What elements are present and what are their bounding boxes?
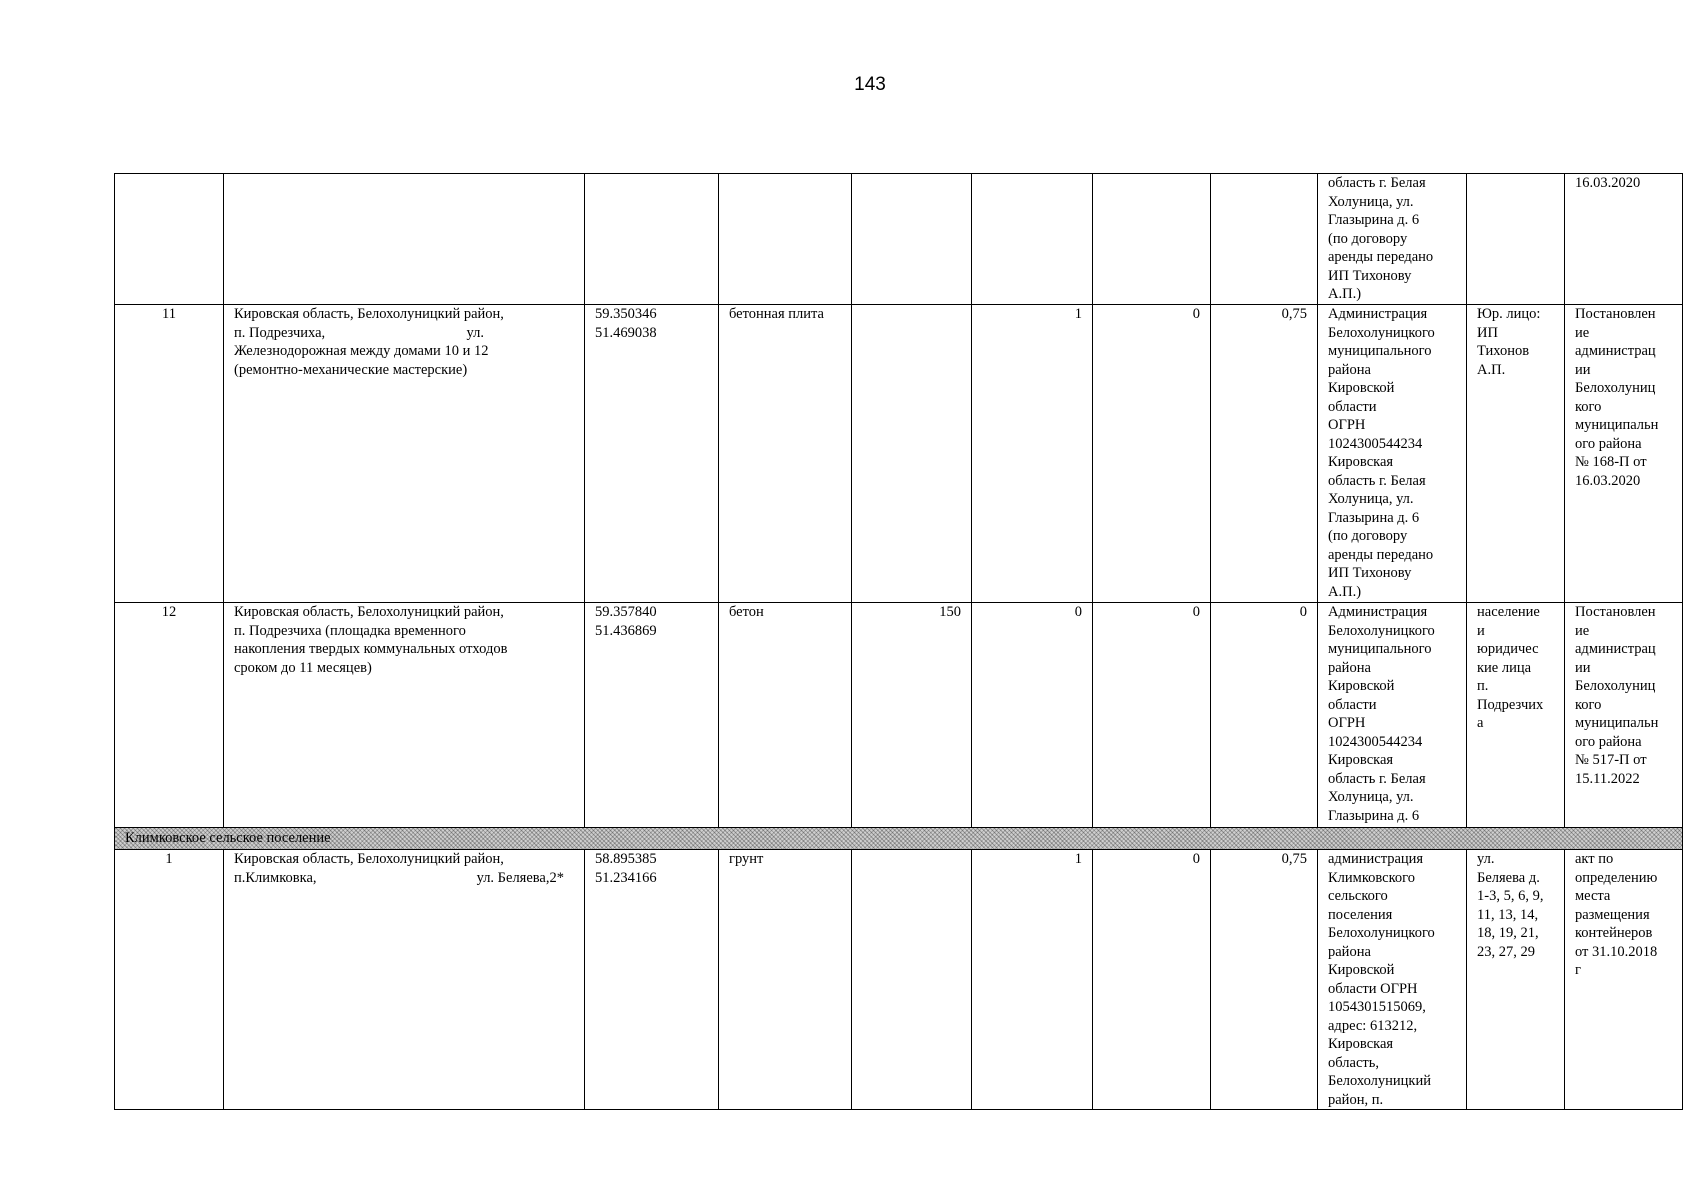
cell-owner: Администрация Белохолуницкого муниципального района Кировской области ОГРН 1024300544234 Кировская область г. Белая Холуница, ул. Глазырина д. 6 (по договору аренды передано ИП Тихонову А.П.) (1318, 305, 1467, 603)
cell-document: Постановлен ие администрац ии Белохолуниц кого муниципальн ого района № 517-П от 15.11.2022 (1565, 603, 1683, 828)
cell-surface: грунт (719, 850, 852, 1110)
cell-number: 11 (115, 305, 224, 603)
cell-address: Кировская область, Белохолуницкий район, п. Подрезчиха (площадка временного накопления твердых коммунальных отходов сроком до 11 месяцев) (224, 603, 585, 828)
cell-owner: область г. Белая Холуница, ул. Глазырина д. 6 (по договору аренды передано ИП Тихонову А.П.) (1318, 174, 1467, 305)
cell-volume: 0 (1211, 603, 1318, 828)
cell-waste-sources: ул. Беляева д. 1-3, 5, 6, 9, 11, 13, 14, 18, 19, 21, 23, 27, 29 (1467, 850, 1565, 1110)
cell-area: 150 (852, 603, 972, 828)
cell-volume (1211, 174, 1318, 305)
cell-document: акт по определению места размещения контейнеров от 31.10.2018 г (1565, 850, 1683, 1110)
table-row (115, 850, 1683, 1110)
cell-area (852, 850, 972, 1110)
cell-coordinates: 58.895385 51.234166 (585, 850, 719, 1110)
table-row (115, 305, 1683, 603)
cell-count-1: 1 (972, 850, 1093, 1110)
cell-count-2 (1093, 174, 1211, 305)
page-number: 143 (854, 74, 886, 95)
cell-volume: 0,75 (1211, 305, 1318, 603)
address-locality: п. Подрезчиха, (234, 324, 326, 341)
cell-document: 16.03.2020 (1565, 174, 1683, 305)
cell-address (224, 174, 585, 305)
cell-waste-sources: Юр. лицо: ИП Тихонов А.П. (1467, 305, 1565, 603)
cell-count-1 (972, 174, 1093, 305)
address-line: Кировская область, Белохолуницкий район, (234, 851, 504, 867)
section-title-text: Климковское сельское поселение (125, 830, 331, 846)
cell-surface (719, 174, 852, 305)
cell-waste-sources: население и юридичес кие лица п. Подрезчих а (1467, 603, 1565, 828)
cell-number: 1 (115, 850, 224, 1110)
cell-volume: 0,75 (1211, 850, 1318, 1110)
cell-address (224, 850, 585, 1110)
address-street-prefix: ул. (466, 324, 484, 341)
cell-count-1: 1 (972, 305, 1093, 603)
address-rest: Железнодорожная между домами 10 и 12 (ремонтно-механические мастерские) (234, 343, 489, 378)
section-header-row (115, 828, 1683, 850)
cell-count-1: 0 (972, 603, 1093, 828)
address-line: Кировская область, Белохолуницкий район, (234, 306, 504, 322)
cell-count-2: 0 (1093, 305, 1211, 603)
address-line (234, 324, 574, 343)
cell-coordinates (585, 174, 719, 305)
cell-count-2: 0 (1093, 850, 1211, 1110)
cell-owner: администрация Климковского сельского поселения Белохолуницкого района Кировской области ОГРН 1054301515069, адрес: 613212, Кировская область, Белохолуницкий район, п. (1318, 850, 1467, 1110)
address-street: ул. Беляева,2* (476, 869, 564, 886)
cell-document: Постановлен ие администрац ии Белохолуниц кого муниципальн ого района № 168-П от 16.03.2020 (1565, 305, 1683, 603)
cell-waste-sources (1467, 174, 1565, 305)
table-row (115, 174, 1683, 305)
cell-count-2: 0 (1093, 603, 1211, 828)
section-title (115, 828, 1683, 850)
table-row (115, 603, 1683, 828)
cell-number: 12 (115, 603, 224, 828)
cell-coordinates: 59.350346 51.469038 (585, 305, 719, 603)
cell-area (852, 174, 972, 305)
cell-area (852, 305, 972, 603)
address-line (234, 869, 574, 888)
cell-address (224, 305, 585, 603)
cell-surface: бетон (719, 603, 852, 828)
cell-owner: Администрация Белохолуницкого муниципального района Кировской области ОГРН 1024300544234 Кировская область г. Белая Холуница, ул. Глазырина д. 6 (1318, 603, 1467, 828)
address-locality: п.Климковка, (234, 869, 317, 886)
cell-number (115, 174, 224, 305)
registry-table (114, 173, 1683, 1110)
cell-surface: бетонная плита (719, 305, 852, 603)
cell-coordinates: 59.357840 51.436869 (585, 603, 719, 828)
